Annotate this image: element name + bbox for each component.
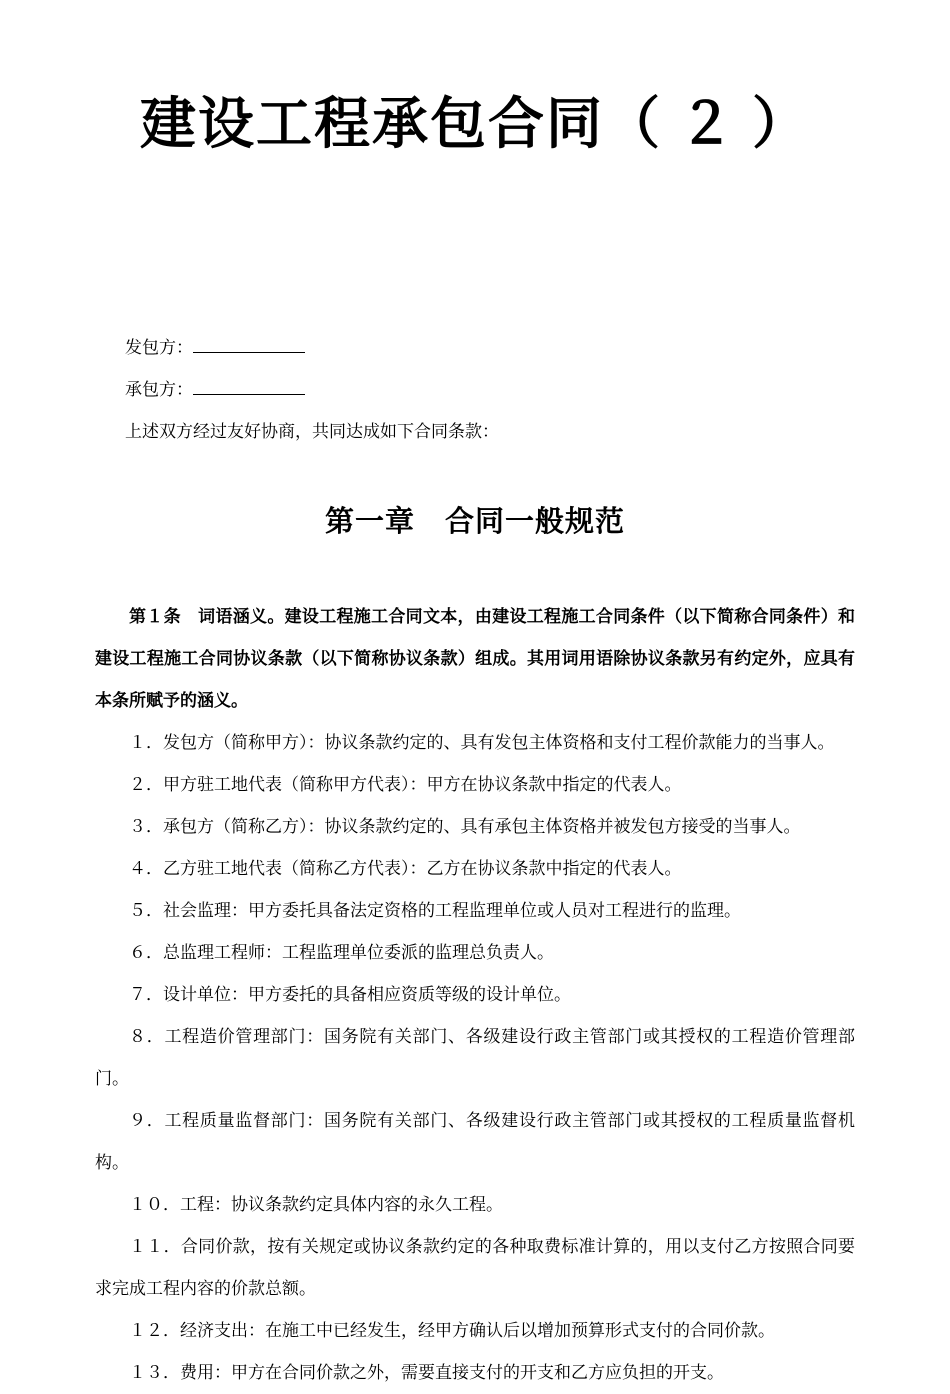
clause-1-definitions: 第１条 词语涵义。建设工程施工合同文本，由建设工程施工合同条件（以下简称合同条件）和建设工程施工合同协议条款（以下简称协议条款）组成。其用词用语除协议条款另有约定外，应具有本条所赋予的涵义。 [95,607,855,711]
definition-item: １３．费用：甲方在合同价款之外，需要直接支付的开支和乙方应负担的开支。 [129,1363,724,1383]
page-title: 建设工程承包合同（ ２ ） [140,94,810,156]
definition-item: ６．总监理工程师：工程监理单位委派的监理总负责人。 [129,943,554,963]
definition-item: １０．工程：协议条款约定具体内容的永久工程。 [129,1195,503,1215]
intro-text: 上述双方经过友好协商，共同达成如下合同条款： [125,422,499,442]
party-a-blank-line [193,335,305,353]
definition-item: ５．社会监理：甲方委托具备法定资格的工程监理单位或人员对工程进行的监理。 [129,901,741,921]
definition-item: １．发包方（简称甲方）：协议条款约定的、具有发包主体资格和支付工程价款能力的当事人。 [129,733,835,753]
definition-item: ７．设计单位：甲方委托的具备相应资质等级的设计单位。 [129,985,571,1005]
definition-item: ２．甲方驻工地代表（简称甲方代表）：甲方在协议条款中指定的代表人。 [129,775,682,795]
definition-item: ８．工程造价管理部门：国务院有关部门、各级建设行政主管部门或其授权的工程造价管理部门。 [95,1027,855,1089]
definition-item: １１．合同价款，按有关规定或协议条款约定的各种取费标准计算的，用以支付乙方按照合同要求完成工程内容的价款总额。 [95,1237,855,1299]
definition-item: １２．经济支出：在施工中已经发生，经甲方确认后以增加预算形式支付的合同价款。 [129,1321,775,1341]
parties-section [95,327,855,453]
definitions-list [95,722,855,1394]
definition-item: ９．工程质量监督部门：国务院有关部门、各级建设行政主管部门或其授权的工程质量监督机构。 [95,1111,855,1173]
party-b-line [95,369,855,411]
definition-item: ３．承包方（简称乙方）：协议条款约定的、具有承包主体资格并被发包方接受的当事人。 [129,817,801,837]
party-a-label: 发包方： [125,338,193,358]
party-b-label: 承包方： [125,380,193,400]
chapter-heading: 第一章 合同一般规范 [324,506,625,539]
party-a-line [95,327,855,369]
definition-item: ４．乙方驻工地代表（简称乙方代表）：乙方在协议条款中指定的代表人。 [129,859,682,879]
party-b-blank-line [193,377,305,395]
